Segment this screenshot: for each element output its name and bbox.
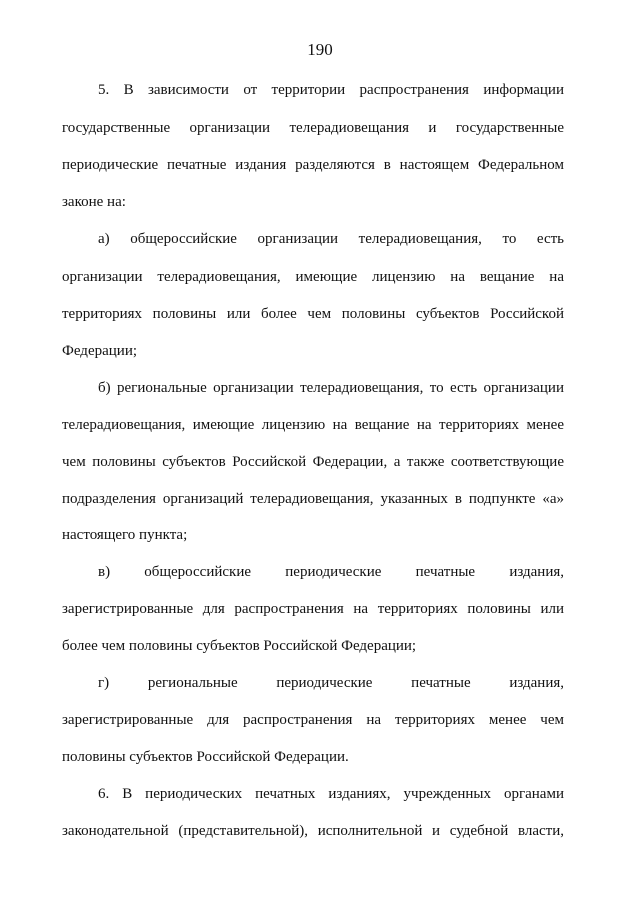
text-line: г) региональные периодические печатные издания, — [98, 675, 564, 691]
page-number: 190 — [307, 40, 333, 59]
text-line: б) региональные организации телерадиовещания, то есть организации — [98, 380, 564, 396]
text-line: периодические печатные издания разделяются в настоящем Федеральном — [62, 157, 564, 173]
text-line: 5. В зависимости от территории распространения информации — [98, 82, 564, 98]
text-line: а) общероссийские организации телерадиовещания, то есть — [98, 231, 564, 247]
text-line: половины субъектов Российской Федерации. — [62, 749, 349, 765]
text-line: настоящего пункта; — [62, 527, 188, 543]
text-line: законе на: — [62, 194, 126, 210]
text-line: подразделения организаций телерадиовещания, указанных в подпункте «а» — [62, 491, 564, 507]
text-line: зарегистрированные для распространения на территориях половины или — [62, 601, 564, 617]
text-line: законодательной (представительной), исполнительной и судебной власти, — [62, 823, 564, 839]
text-line: организации телерадиовещания, имеющие лицензию на вещание на — [62, 269, 564, 285]
text-line: 6. В периодических печатных изданиях, учрежденных органами — [98, 786, 564, 802]
text-line: Федерации; — [62, 343, 138, 359]
text-line: территориях половины или более чем половины субъектов Российской — [62, 306, 564, 322]
text-line: чем половины субъектов Российской Федерации, а также соответствующие — [62, 454, 564, 470]
text-line: государственные организации телерадиовещания и государственные — [62, 120, 564, 136]
text-line: телерадиовещания, имеющие лицензию на вещание на территориях менее — [62, 417, 564, 433]
text-line: зарегистрированные для распространения на территориях менее чем — [62, 712, 564, 728]
text-line: в) общероссийские периодические печатные издания, — [98, 564, 564, 580]
text-line: более чем половины субъектов Российской Федерации; — [62, 638, 417, 654]
